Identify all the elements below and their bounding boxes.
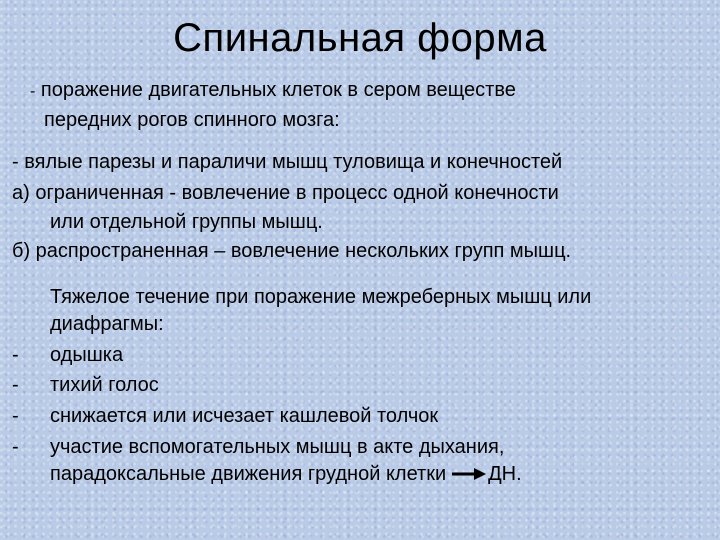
intro-line-1 xyxy=(30,75,516,107)
intro-dash: - xyxy=(30,83,36,100)
list-item: участие вспомогательных мышц в акте дыхания, xyxy=(50,436,505,458)
section1-line-1: - вялые парезы и параличи мышц туловища и конечностей xyxy=(12,151,563,173)
list-item: одышка xyxy=(50,344,124,366)
last-line-suffix: ДН. xyxy=(488,463,522,485)
list-item: снижается или исчезает кашлевой толчок xyxy=(50,405,439,427)
list-item: тихий голос xyxy=(50,374,159,396)
section1-line-4: б) распространенная – вовлечение нескольких групп мышц. xyxy=(12,240,572,262)
right-arrow-icon xyxy=(452,460,486,490)
section1-line-2: а) ограниченная - вовлечение в процесс одной конечности xyxy=(12,182,559,204)
bullet-marker-2: - xyxy=(12,374,19,396)
bullet-marker-1: - xyxy=(12,344,19,366)
intro-line-2: передних рогов спинного мозга: xyxy=(44,109,340,131)
bullet-marker-4: - xyxy=(12,436,19,458)
section1-line-3: или отдельной группы мышц. xyxy=(50,211,323,233)
slide-title: Спинальная форма xyxy=(173,16,547,60)
section2-heading-1: Тяжелое течение при поражение межреберных мышц или xyxy=(50,286,592,308)
intro-text-1: поражение двигательных клеток в сером веществе xyxy=(40,79,516,101)
bullet-marker-3: - xyxy=(12,405,19,427)
list-item-continuation xyxy=(50,459,522,490)
section2-heading-2: диафрагмы: xyxy=(50,313,164,335)
last-line-text: парадоксальные движения грудной клетки xyxy=(50,463,447,485)
